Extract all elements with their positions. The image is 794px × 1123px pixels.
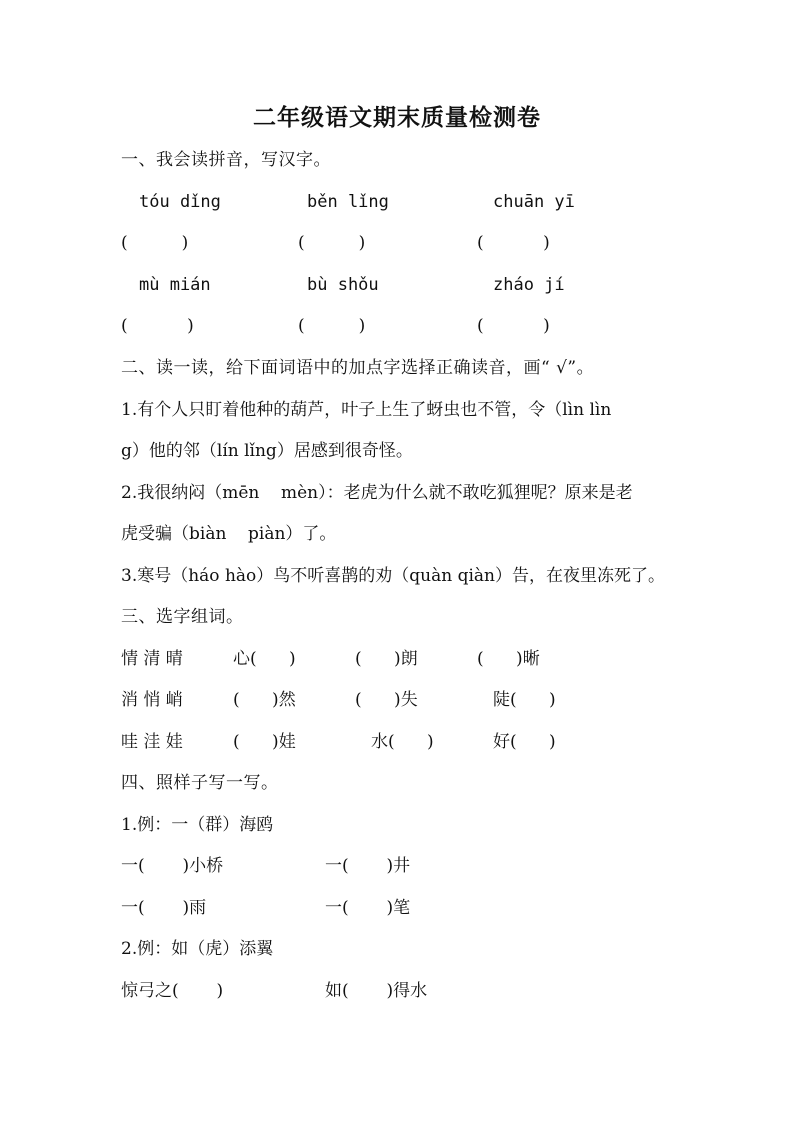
answer-blank-6[interactable]: ( ) xyxy=(477,316,550,336)
measure-word-blank-3[interactable]: 一( )雨 xyxy=(121,898,207,918)
answer-blank-2[interactable]: ( ) xyxy=(298,233,366,253)
char-group-3: 哇 洼 娃 xyxy=(121,732,183,752)
example-2-label: 2.例：如（虎）添翼 xyxy=(121,939,274,959)
word-blank-2-1[interactable]: ( )然 xyxy=(233,690,296,710)
section-3-heading: 三、选字组词。 xyxy=(121,607,244,627)
question-1-line-2: g）他的邻（lín lǐng）居感到很奇怪。 xyxy=(121,441,413,461)
answer-blank-4[interactable]: ( ) xyxy=(121,316,194,336)
pinyin-6: zháo jí xyxy=(493,275,565,295)
section-2-heading: 二、读一读，给下面词语中的加点字选择正确读音，画“ √”。 xyxy=(121,358,595,378)
word-blank-2-2[interactable]: ( )失 xyxy=(355,690,418,710)
word-blank-3-3[interactable]: 好( ) xyxy=(493,732,556,752)
pinyin-5: bù shǒu xyxy=(307,275,379,295)
section-4-heading: 四、照样子写一写。 xyxy=(121,773,279,793)
word-blank-1-2[interactable]: ( )朗 xyxy=(355,649,418,669)
char-group-1: 情 清 晴 xyxy=(121,649,183,669)
question-1-line-1: 1.有个人只盯着他种的葫芦，叶子上生了蚜虫也不管，令（lìn lìn xyxy=(121,400,612,420)
word-blank-3-1[interactable]: ( )娃 xyxy=(233,732,296,752)
char-group-2: 消 悄 峭 xyxy=(121,690,183,710)
example-1-label: 1.例：一（群）海鸥 xyxy=(121,815,274,835)
pinyin-1: tóu dǐng xyxy=(139,192,221,212)
answer-blank-3[interactable]: ( ) xyxy=(477,233,550,253)
section-1-heading: 一、我会读拼音，写汉字。 xyxy=(121,150,331,170)
page-title: 二年级语文期末质量检测卷 xyxy=(253,104,541,131)
question-3-line-1: 3.寒号（háo hào）鸟不听喜鹊的劝（quàn qiàn）告，在夜里冻死了。 xyxy=(121,566,665,586)
measure-word-blank-2[interactable]: 一( )井 xyxy=(325,856,411,876)
idiom-blank-1[interactable]: 惊弓之( ) xyxy=(121,981,224,1001)
pinyin-4: mù mián xyxy=(139,275,211,295)
question-2-line-1: 2.我很纳闷（mēn mèn）：老虎为什么就不敢吃狐狸呢？原来是老 xyxy=(121,483,633,503)
answer-blank-5[interactable]: ( ) xyxy=(298,316,366,336)
answer-blank-1[interactable]: ( ) xyxy=(121,233,189,253)
pinyin-2: běn lǐng xyxy=(307,192,389,212)
measure-word-blank-4[interactable]: 一( )笔 xyxy=(325,898,411,918)
question-2-line-2: 虎受骗（biàn piàn）了。 xyxy=(121,524,337,544)
word-blank-1-3[interactable]: ( )晰 xyxy=(477,649,540,669)
idiom-blank-2[interactable]: 如( )得水 xyxy=(325,981,428,1001)
word-blank-2-3[interactable]: 陡( ) xyxy=(493,690,556,710)
word-blank-1-1[interactable]: 心( ) xyxy=(233,649,296,669)
measure-word-blank-1[interactable]: 一( )小桥 xyxy=(121,856,224,876)
pinyin-3: chuān yī xyxy=(493,192,575,212)
word-blank-3-2[interactable]: 水( ) xyxy=(371,732,434,752)
